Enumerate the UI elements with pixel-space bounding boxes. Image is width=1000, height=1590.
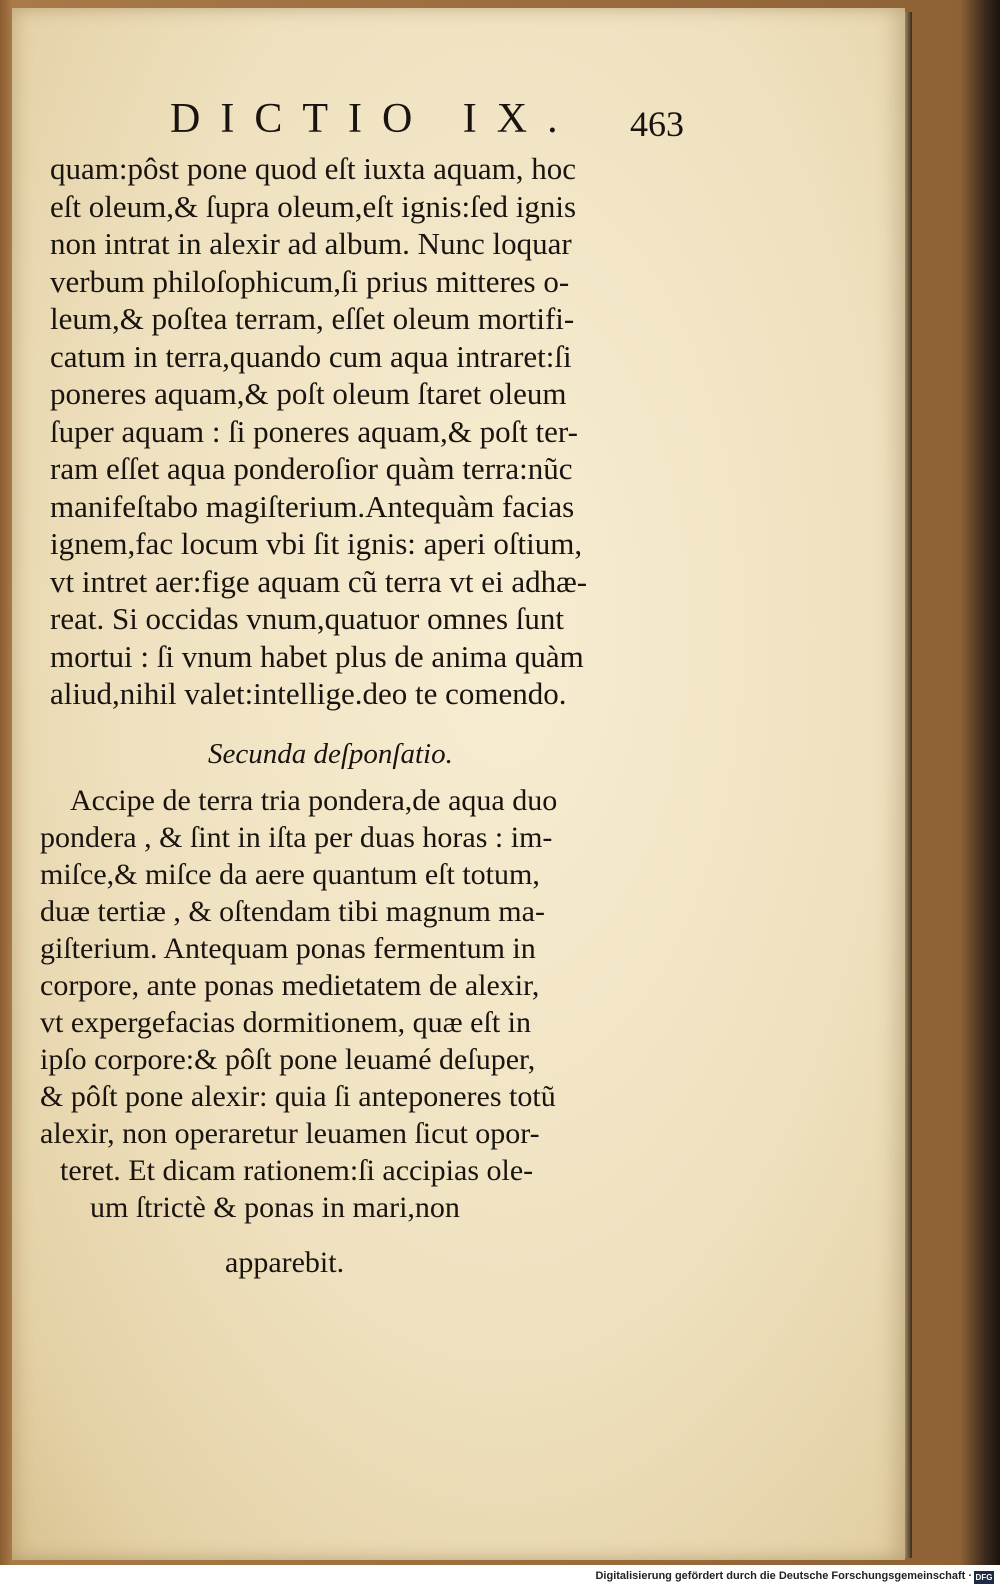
text-line: ſuper aquam : ſi poneres aquam,& poſt ter- [50,413,578,449]
running-head: DICTIO IX. [170,96,578,142]
text-line: vt expergefacias dormitionem, quæ eſt in [40,1006,531,1039]
text-line: poneres aquam,& poſt oleum ſtaret oleum [50,376,567,411]
footer-bar [0,1565,1000,1590]
text-line: verbum philoſophicum,ſi prius mitteres o- [50,263,570,299]
text-line: duæ tertiæ , & oſtendam tibi magnum ma- [40,895,545,928]
text-line: giſterium. Antequam ponas fermentum in [40,932,536,965]
text-line: pondera , & ſint in iſta per duas horas : im- [40,821,553,854]
text-line: teret. Et dicam rationem:ſi accipias ole- [60,1154,534,1187]
text-line: quam:pôst pone quod eſt iuxta aquam, hoc [50,151,577,186]
text-line: catum in terra,quando cum aqua intraret:ſi [50,338,572,374]
text-line: vt intret aer:fige aquam cũ terra vt ei adhæ- [50,563,588,599]
closing-line: apparebit. [225,1246,345,1279]
text-line: miſce,& miſce da aere quantum eſt totum, [40,858,540,891]
text-line: non intrat in alexir ad album. Nunc loquar [50,226,572,261]
text-line: ram eſſet aqua ponderoſior quàm terra:nũc [50,451,573,486]
text-line: um ſtrictè & ponas in mari,non [90,1191,460,1224]
main-text-block [50,150,690,713]
text-line: alexir, non operaretur leuamen ſicut opor- [40,1117,540,1150]
text-line: eſt oleum,& ſupra oleum,eſt ignis:ſed ignis [50,188,577,224]
text-line: & pôſt pone alexir: quia ſi anteponeres totũ [40,1080,556,1113]
section-text-block [40,782,660,1226]
funding-credit: Digitalisierung gefördert durch die Deutsche Forschungsgemeinschaft · [595,1570,972,1582]
section-heading: Secunda deſponſatio. [208,738,453,770]
text-line: Accipe de terra tria pondera,de aqua duo [70,784,558,817]
text-line: reat. Si occidas vnum,quatuor omnes ſunt [50,601,564,636]
text-line: ignem,fac locum vbi ſit ignis: aperi oſtium, [50,526,583,561]
text-line: leum,& poſtea terram, eſſet oleum mortifi- [50,301,575,336]
text-line: mortui : ſi vnum habet plus de anima quàm [50,638,584,674]
dfg-logo: DFG [975,1573,993,1582]
page-header [170,95,690,145]
page-number: 463 [630,104,684,144]
text-line: manifeſtabo magiſterium.Antequàm facias [50,488,575,524]
text-line: ipſo corpore:& pôſt pone leuamé deſuper, [40,1043,536,1076]
text-line: corpore, ante ponas medietatem de alexir, [40,969,540,1002]
text-line: aliud,nihil valet:intellige.deo te comendo. [50,676,567,711]
